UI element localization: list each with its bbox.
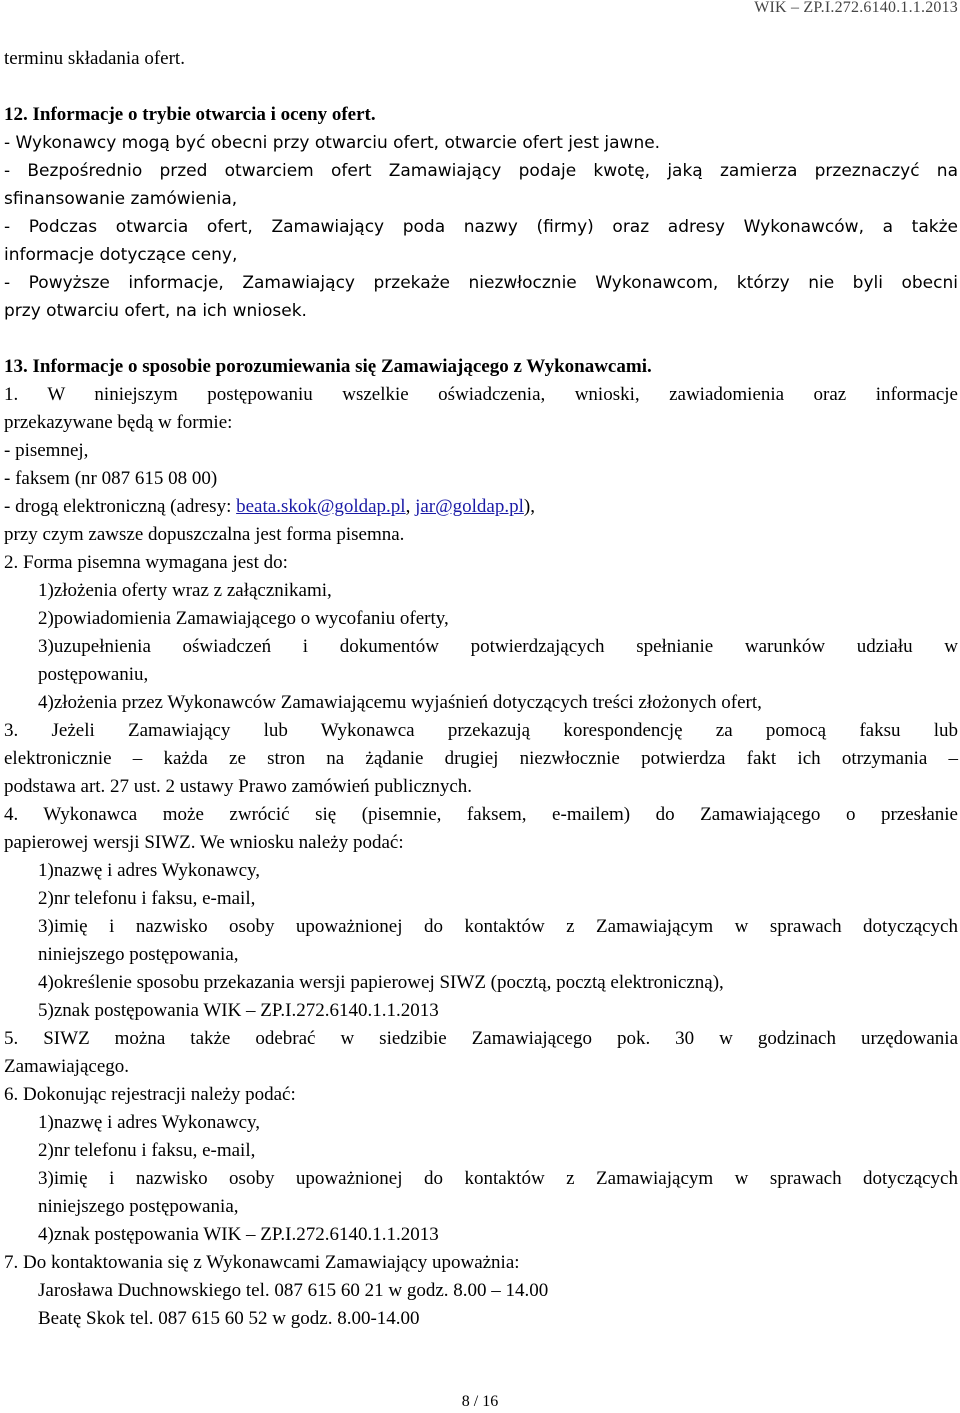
list-item: 5)znak postępowania WIK – ZP.I.272.6140.1.1.2013 [38,1000,439,1021]
text-line: informacje dotyczące ceny, [4,245,238,265]
text-line: - faksem (nr 087 615 08 00) [4,468,218,489]
section-heading-12: 12. Informacje o trybie otwarcia i oceny ofert. [4,104,376,125]
text-line: przy czym zawsze dopuszczalna jest forma pisemna. [4,524,405,545]
email-link-beata-skok[interactable]: beata.skok@goldap.pl [236,496,406,517]
list-item: 3)imię i nazwisko osoby upoważnionej do kontaktów z Zamawiającym w sprawach dotyczących [38,1168,958,1189]
section-heading-13: 13. Informacje o sposobie porozumiewania się Zamawiającego z Wykonawcami. [4,356,652,377]
text-line: - Powyższe informacje, Zamawiający przekaże niezwłocznie Wykonawcom, którzy nie byli obecni [4,273,958,293]
email-line [4,493,958,521]
text-line: 3. Jeżeli Zamawiający lub Wykonawca przekazują korespondencję za pomocą faksu lub [4,720,958,741]
contact-person: Jarosława Duchnowskiego tel. 087 615 60 21 w godz. 8.00 – 14.00 [38,1280,549,1301]
list-item: 4)złożenia przez Wykonawców Zamawiającemu wyjaśnień dotyczących treści złożonych ofert, [38,692,762,713]
text-line: - pisemnej, [4,440,89,461]
text-line: - Bezpośrednio przed otwarciem ofert Zamawiający podaje kwotę, jaką zamierza przeznaczyć na [4,161,958,181]
list-item: 2)nr telefonu i faksu, e-mail, [38,1140,256,1161]
text-line: podstawa art. 27 ust. 2 ustawy Prawo zamówień publicznych. [4,776,473,797]
text-line: 1. W niniejszym postępowaniu wszelkie oświadczenia, wnioski, zawiadomienia oraz informacje [4,384,958,405]
list-item: 2)nr telefonu i faksu, e-mail, [38,888,256,909]
text-line: Zamawiającego. [4,1056,130,1077]
document-reference-header: WIK – ZP.I.272.6140.1.1.2013 [754,0,958,16]
text-line: 6. Dokonując rejestracji należy podać: [4,1084,296,1105]
list-item: 1)nazwę i adres Wykonawcy, [38,1112,261,1133]
page-number: 8 / 16 [461,1393,499,1410]
list-item: 4)znak postępowania WIK – ZP.I.272.6140.1.1.2013 [38,1224,439,1245]
text-line: terminu składania ofert. [4,48,185,69]
text-line: 5. SIWZ można także odebrać w siedzibie Zamawiającego pok. 30 w godzinach urzędowania [4,1028,958,1049]
email-link-jar[interactable]: jar@goldap.pl [415,496,524,517]
text-line: 7. Do kontaktowania się z Wykonawcami Zamawiający upoważnia: [4,1252,520,1273]
text-line: sfinansowanie zamówienia, [4,189,238,209]
list-item: 1)nazwę i adres Wykonawcy, [38,860,261,881]
text-line: 2. Forma pisemna wymagana jest do: [4,552,288,573]
text-fragment: - drogą elektroniczną (adresy: [4,496,237,517]
list-item: 2)powiadomienia Zamawiającego o wycofaniu oferty, [38,608,449,629]
text-line: 4. Wykonawca może zwrócić się (pisemnie, faksem, e-mailem) do Zamawiającego o przesłanie [4,804,958,825]
document-body [4,45,958,1333]
list-item-continuation: niniejszego postępowania, [38,944,239,965]
text-line: - Wykonawcy mogą być obecni przy otwarciu ofert, otwarcie ofert jest jawne. [4,133,661,153]
text-fragment: , [405,496,416,517]
list-item-continuation: postępowaniu, [38,664,149,685]
text-line: przy otwarciu ofert, na ich wniosek. [4,301,307,321]
list-item: 3)imię i nazwisko osoby upoważnionej do kontaktów z Zamawiającym w sprawach dotyczących [38,916,958,937]
text-line: elektronicznie – każda ze stron na żądanie drugiej niezwłocznie potwierdza fakt ich otrzymania – [4,748,958,769]
text-line: - Podczas otwarcia ofert, Zamawiający poda nazwy (firmy) oraz adresy Wykonawców, a także [4,217,958,237]
list-item: 3)uzupełnienia oświadczeń i dokumentów potwierdzających spełnianie warunków udziału w [38,636,958,657]
text-line: papierowej wersji SIWZ. We wniosku należy podać: [4,832,404,853]
contact-person: Beatę Skok tel. 087 615 60 52 w godz. 8.00-14.00 [38,1308,420,1329]
text-line: przekazywane będą w formie: [4,412,233,433]
list-item: 1)złożenia oferty wraz z załącznikami, [38,580,332,601]
list-item: 4)określenie sposobu przekazania wersji papierowej SIWZ (pocztą, pocztą elektroniczną), [38,972,724,993]
list-item-continuation: niniejszego postępowania, [38,1196,239,1217]
text-fragment: ), [523,496,535,517]
